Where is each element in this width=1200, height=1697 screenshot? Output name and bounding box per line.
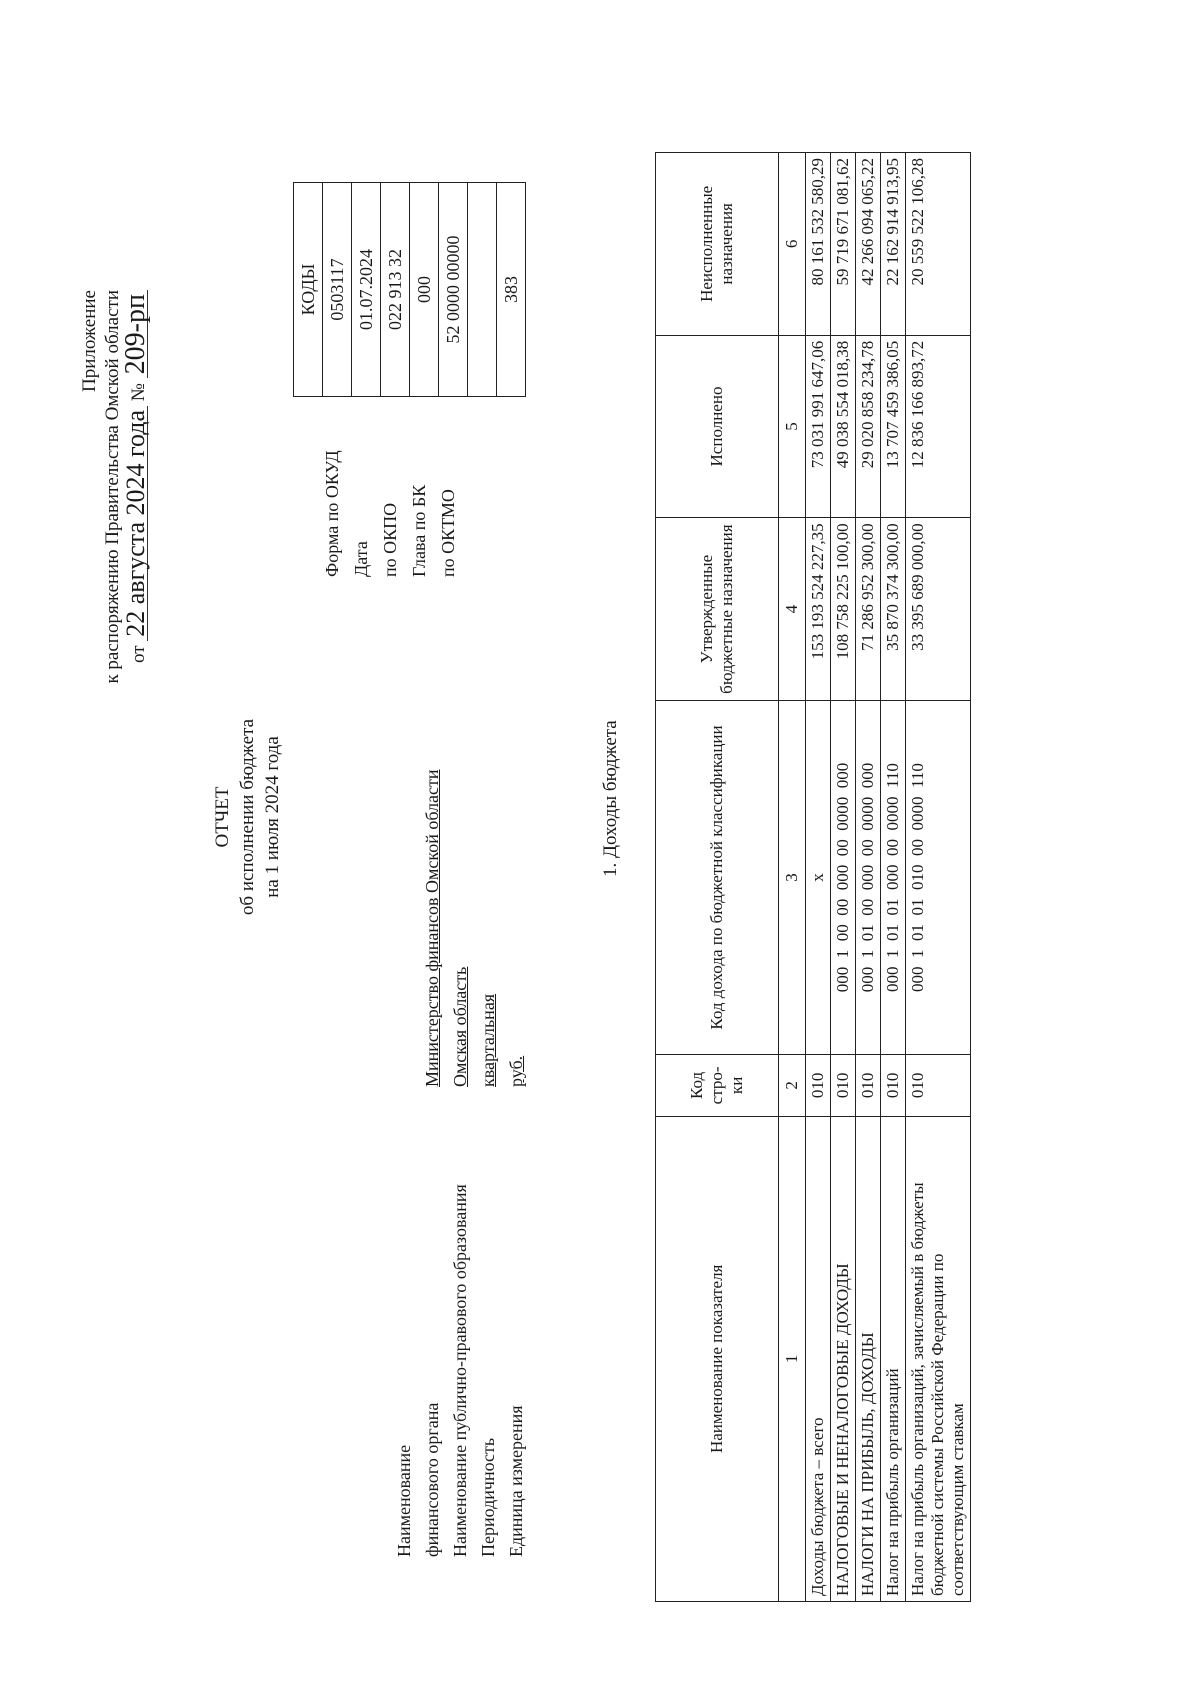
report-title <box>210 637 285 997</box>
row-line-code: 010 <box>806 1055 831 1117</box>
row-kbk: 000 1 01 01 010 00 0000 110 <box>906 700 971 1054</box>
order-number: 209-рп <box>124 290 148 378</box>
codes-cell: 022 913 32 <box>381 183 410 397</box>
row-unexecuted: 80 161 532 580,29 <box>806 153 831 336</box>
appendix-title: Приложение <box>79 290 100 392</box>
row-executed: 13 707 459 386,05 <box>881 335 906 518</box>
from-prefix: от <box>128 645 149 664</box>
appendix-header <box>78 290 150 684</box>
periodicity-value: квартальная <box>478 993 498 1087</box>
table-header-row <box>656 153 779 1602</box>
info-values <box>418 769 530 1087</box>
order-line <box>120 290 151 684</box>
table-row <box>856 153 881 1602</box>
column-number-row <box>779 153 806 1602</box>
row-unexecuted: 22 162 914 913,95 <box>881 153 906 336</box>
title-line-1: ОТЧЕТ <box>212 786 233 848</box>
col-number: 6 <box>779 153 806 336</box>
row-executed: 73 031 991 647,06 <box>806 335 831 518</box>
codes-label: по ОКПО <box>380 502 400 577</box>
col-number: 5 <box>779 335 806 518</box>
row-name: Налог на прибыль организаций <box>881 1116 906 1601</box>
row-line-code: 010 <box>906 1055 971 1117</box>
col-header-name: Наименование показателя <box>656 1116 779 1601</box>
row-name: НАЛОГИ НА ПРИБЫЛЬ, ДОХОДЫ <box>856 1116 881 1601</box>
unit-value: руб. <box>506 1055 526 1087</box>
row-unexecuted: 42 266 094 065,22 <box>856 153 881 336</box>
row-approved: 153 193 524 227,35 <box>806 518 831 701</box>
info-label: финансового органа <box>422 1402 442 1557</box>
info-label: Наименование <box>394 1444 414 1557</box>
row-name: Доходы бюджета – всего <box>806 1116 831 1601</box>
codes-table <box>293 182 526 397</box>
row-kbk: x <box>806 700 831 1054</box>
row-line-code: 010 <box>856 1055 881 1117</box>
title-line-3: на 1 июля 2024 года <box>262 736 283 898</box>
financial-body-value: Министерство финансов Омской области <box>422 769 442 1087</box>
row-approved: 35 870 374 300,00 <box>881 518 906 701</box>
codes-cell <box>468 183 497 397</box>
table-row <box>831 153 856 1602</box>
codes-label: по ОКТМО <box>438 489 458 577</box>
row-line-code: 010 <box>881 1055 906 1117</box>
revenue-table <box>655 152 971 1602</box>
row-executed: 12 836 166 893,72 <box>906 335 971 518</box>
col-number: 4 <box>779 518 806 701</box>
codes-label: Дата <box>351 541 371 577</box>
col-number: 1 <box>779 1116 806 1601</box>
info-label: Единица измерения <box>506 1405 526 1557</box>
col-header-line: Код стро-ки <box>656 1055 779 1117</box>
row-unexecuted: 59 719 671 081,62 <box>831 153 856 336</box>
order-date: 22 августа 2024 года <box>124 406 148 641</box>
row-kbk: 000 1 00 00 000 00 0000 000 <box>831 700 856 1054</box>
codes-cell: 000 <box>410 183 439 397</box>
codes-cell: 01.07.2024 <box>352 183 381 397</box>
info-labels <box>390 1184 530 1557</box>
codes-label: Глава по БК <box>409 484 429 577</box>
row-approved: 108 758 225 100,00 <box>831 518 856 701</box>
col-header-unexecuted: Неисполненные назначения <box>656 153 779 336</box>
entity-value: Омская область <box>450 966 470 1087</box>
row-name: Налог на прибыль организаций, зачисляемый в бюджеты бюджетной системы Российской Федерации по соответствующим ставкам <box>906 1116 971 1601</box>
codes-cell: 52 0000 00000 <box>439 183 468 397</box>
row-line-code: 010 <box>831 1055 856 1117</box>
info-label: Периодичность <box>478 1437 498 1557</box>
col-number: 3 <box>779 700 806 1054</box>
col-number: 2 <box>779 1055 806 1117</box>
row-unexecuted: 20 559 522 106,28 <box>906 153 971 336</box>
row-kbk: 000 1 01 01 000 00 0000 110 <box>881 700 906 1054</box>
row-name: НАЛОГОВЫЕ И НЕНАЛОГОВЫЕ ДОХОДЫ <box>831 1116 856 1601</box>
col-header-approved: Утвержденные бюджетные назначения <box>656 518 779 701</box>
row-approved: 71 286 952 300,00 <box>856 518 881 701</box>
section-title: 1. Доходы бюджета <box>600 720 621 877</box>
row-kbk: 000 1 01 00 000 00 0000 000 <box>856 700 881 1054</box>
col-header-kbk: Код дохода по бюджетной классификации <box>656 700 779 1054</box>
appendix-subtitle: к распоряжению Правительства Омской области <box>102 290 123 684</box>
col-header-executed: Исполнено <box>656 335 779 518</box>
table-row <box>881 153 906 1602</box>
codes-cell: 383 <box>497 183 526 397</box>
codes-cell: 0503117 <box>323 183 352 397</box>
number-prefix: № <box>128 383 149 402</box>
codes-labels <box>318 450 463 577</box>
codes-header: КОДЫ <box>294 183 323 397</box>
table-row <box>806 153 831 1602</box>
title-line-2: об исполнении бюджета <box>237 718 258 916</box>
table-row <box>906 153 971 1602</box>
codes-label: Форма по ОКУД <box>322 450 342 577</box>
row-executed: 29 020 858 234,78 <box>856 335 881 518</box>
row-approved: 33 395 689 000,00 <box>906 518 971 701</box>
row-executed: 49 038 554 018,38 <box>831 335 856 518</box>
info-label: Наименование публично-правового образования <box>450 1184 470 1557</box>
